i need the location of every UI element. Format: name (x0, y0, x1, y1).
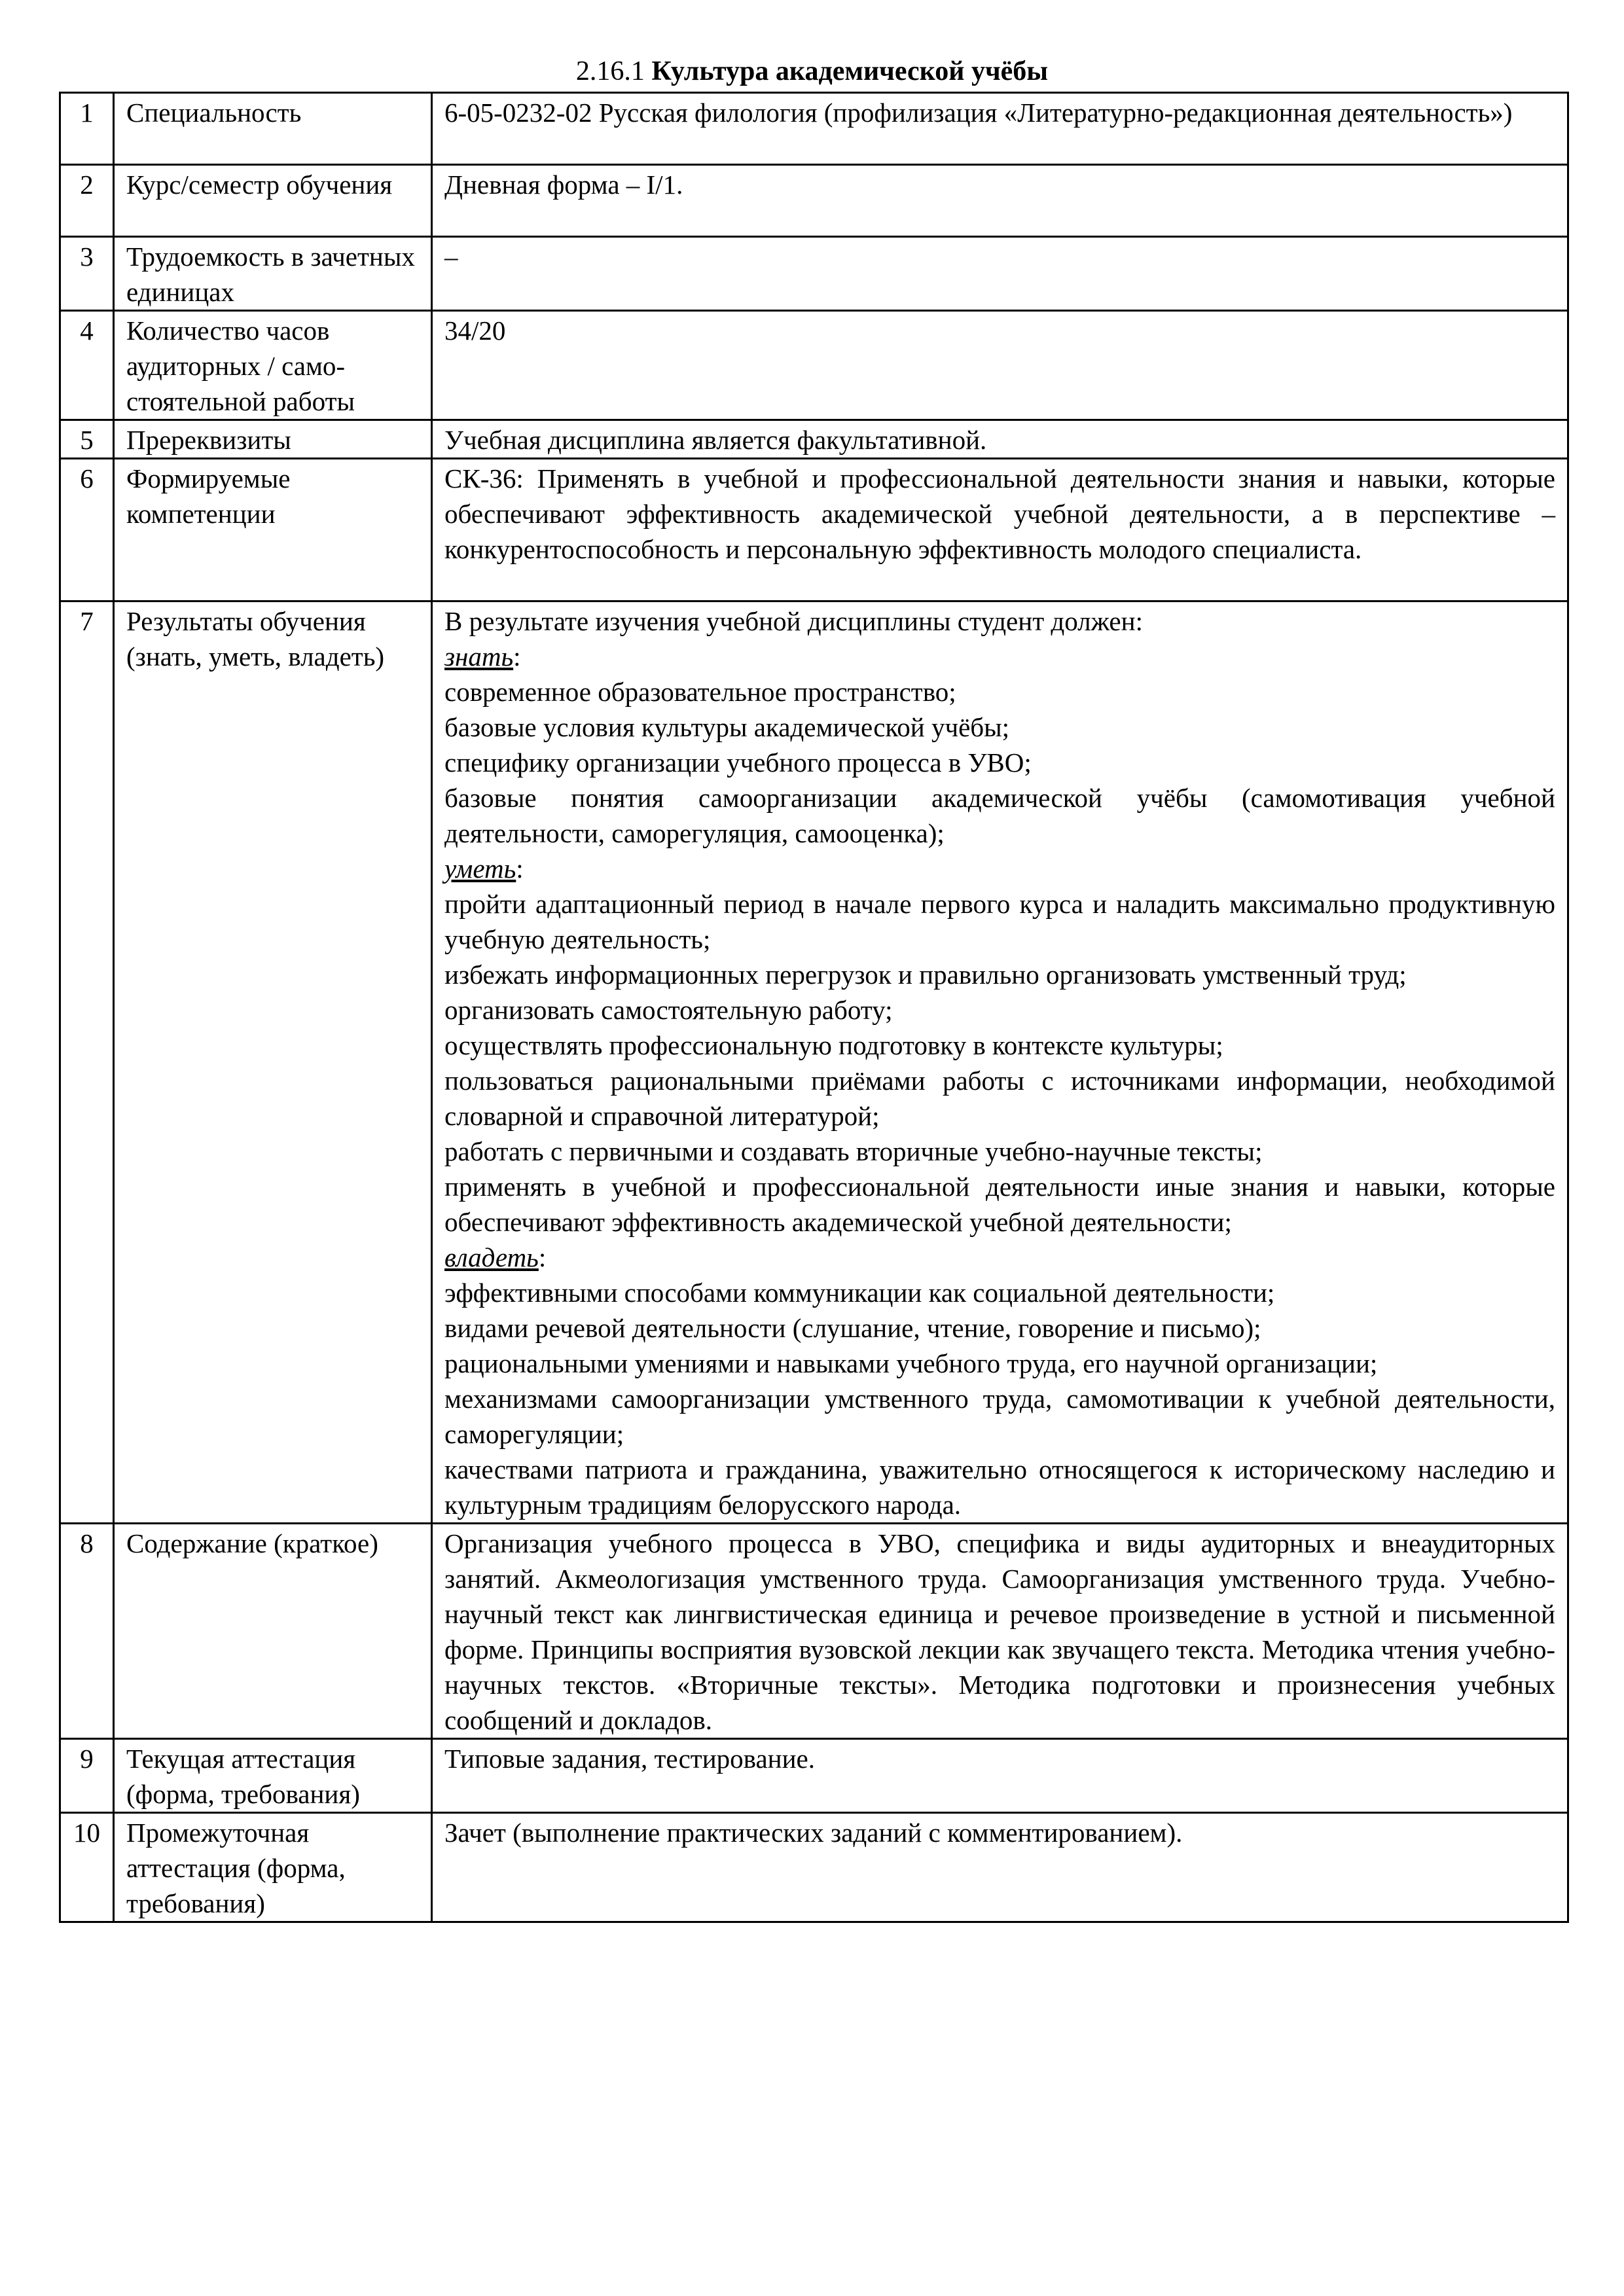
row-value: Дневная форма – I/1. (432, 165, 1568, 237)
row-label: Трудоемкость в зачетных единицах (114, 237, 432, 311)
row-label: Количество часов аудиторных / само-стоятельной работы (114, 311, 432, 420)
table-row (60, 1739, 1568, 1813)
list-item: осуществлять профессиональную подготовку в контексте культуры; (444, 1030, 1223, 1060)
row-value: – (432, 237, 1568, 311)
list-item: организовать самостоятельную работу; (444, 995, 893, 1025)
table-row (60, 1813, 1568, 1922)
row-value: Учебная дисциплина является факультативной. (432, 420, 1568, 459)
list-item: применять в учебной и профессиональной деятельности иные знания и навыки, которые обеспечивают эффективность академической учебной деятельности; (444, 1172, 1555, 1237)
row-value: Типовые задания, тестирование. (432, 1739, 1568, 1813)
row-value: Организация учебного процесса в УВО, специфика и виды аудиторных и внеаудиторных занятий. Акмеологизация умственного труда. Самоорганизация умственного труда. Учебно-научный текст как лингвистическая единица и речевое произведение в устной и письменной форме. Принципы восприятия вузовской лекции как звучащего текста. Методика чтения учебно-научных текстов. «Вторичные тексты». Методика подготовки и произнесения учебных сообщений и докладов. (432, 1524, 1568, 1739)
list-item: базовые понятия самоорганизации академической учёбы (самомотивация учебной деятельности, саморегуляция, самооценка); (444, 783, 1555, 848)
row-number: 2 (60, 165, 114, 237)
list-item: качествами патриота и гражданина, уважительно относящегося к историческому наследию и культурным традициям белорусского народа. (444, 1454, 1555, 1520)
row-number: 5 (60, 420, 114, 459)
section-number: 2.16.1 (575, 56, 645, 86)
row-label: Пререквизиты (114, 420, 432, 459)
row-number: 1 (60, 93, 114, 165)
own-heading: владеть (444, 1242, 539, 1272)
row-label: Результаты обучения (знать, уметь, владеть) (114, 601, 432, 1524)
row-number: 3 (60, 237, 114, 311)
row-value: СК-36: Применять в учебной и профессиональной деятельности знания и навыки, которые обеспечивают эффективность академической учебной деятельности, а в перспективе – конкурентоспособность и персональную эффективность молодого специалиста. (432, 459, 1568, 601)
page-title (0, 54, 1624, 89)
table-row (60, 93, 1568, 165)
course-name: Культура академической учёбы (651, 56, 1049, 86)
list-item: базовые условия культуры академической учёбы; (444, 712, 1010, 742)
row-label: Промежуточная аттестация (форма, требования) (114, 1813, 432, 1922)
table-row (60, 311, 1568, 420)
list-item: пользоваться рациональными приёмами работы с источниками информации, необходимой словарной и справочной литературой; (444, 1066, 1555, 1131)
row-value: Зачет (выполнение практических заданий с комментированием). (432, 1813, 1568, 1922)
row-number: 10 (60, 1813, 114, 1922)
list-item: работать с первичными и создавать вторичные учебно-научные тексты; (444, 1136, 1263, 1166)
row-number: 6 (60, 459, 114, 601)
outcomes-intro: В результате изучения учебной дисциплины студент должен: (444, 606, 1143, 636)
row-number: 4 (60, 311, 114, 420)
list-item: механизмами самоорганизации умственного труда, самомотивации к учебной деятельности, саморегуляции; (444, 1384, 1555, 1449)
row-number: 7 (60, 601, 114, 1524)
row-label: Содержание (краткое) (114, 1524, 432, 1739)
know-heading: знать (444, 641, 514, 672)
list-item: видами речевой деятельности (слушание, чтение, говорение и письмо); (444, 1313, 1261, 1343)
row-number: 8 (60, 1524, 114, 1739)
row-label: Текущая аттестация (форма, требования) (114, 1739, 432, 1813)
row-label: Курс/семестр обучения (114, 165, 432, 237)
row-label: Формируемые компетенции (114, 459, 432, 601)
table-row (60, 601, 1568, 1524)
list-item: избежать информационных перегрузок и правильно организовать умственный труд; (444, 960, 1407, 990)
table-row (60, 165, 1568, 237)
can-heading: уметь (444, 853, 516, 884)
list-item: пройти адаптационный период в начале первого курса и наладить максимально продуктивную учебную деятельность; (444, 889, 1555, 954)
table-row (60, 420, 1568, 459)
course-info-table (59, 92, 1569, 1923)
table-row (60, 459, 1568, 601)
list-item: современное образовательное пространство; (444, 677, 956, 707)
learning-outcomes: В результате изучения учебной дисциплины студент должен: знать: современное образовательное пространство; базовые условия культуры академической учёбы; специфику организации учебного процесса в УВО; базовые понятия самоорганизации академической учёбы (самомотивация учебной деятельности, саморегуляция, самооценка); уметь: пройти адаптационный период в начале первого курса и наладить максимально продуктивную учебную деятельность; избежать информационных перегрузок и правильно организовать умственный труд; организовать самостоятельную работу; осуществлять профессиональную подготовку в контексте культуры; пользоваться рациональными приёмами работы с источниками информации, необходимой словарной и справочной литературой; работать с первичными и создавать вторичные учебно-научные тексты; применять в учебной и профессиональной деятельности иные знания и навыки, которые обеспечивают эффективность академической учебной деятельности; владеть: эффективными способами коммуникации как социальной деятельности; видами речевой деятельности (слушание, чтение, говорение и письмо); рациональными умениями и навыками учебного труда, его научной организации; механизмами самоорганизации умственного труда, самомотивации к учебной деятельности, саморегуляции; качествами патриота и гражданина, уважительно относящегося к историческому наследию и культурным традициям белорусского народа. (432, 601, 1568, 1524)
row-number: 9 (60, 1739, 114, 1813)
table-row (60, 237, 1568, 311)
list-item: рациональными умениями и навыками учебного труда, его научной организации; (444, 1348, 1378, 1378)
table-row (60, 1524, 1568, 1739)
row-label: Специальность (114, 93, 432, 165)
row-value: 6-05-0232-02 Русская филология (профилизация «Литературно-редакционная деятельность») (432, 93, 1568, 165)
row-value: 34/20 (432, 311, 1568, 420)
list-item: эффективными способами коммуникации как социальной деятельности; (444, 1278, 1275, 1308)
list-item: специфику организации учебного процесса в УВО; (444, 747, 1032, 778)
